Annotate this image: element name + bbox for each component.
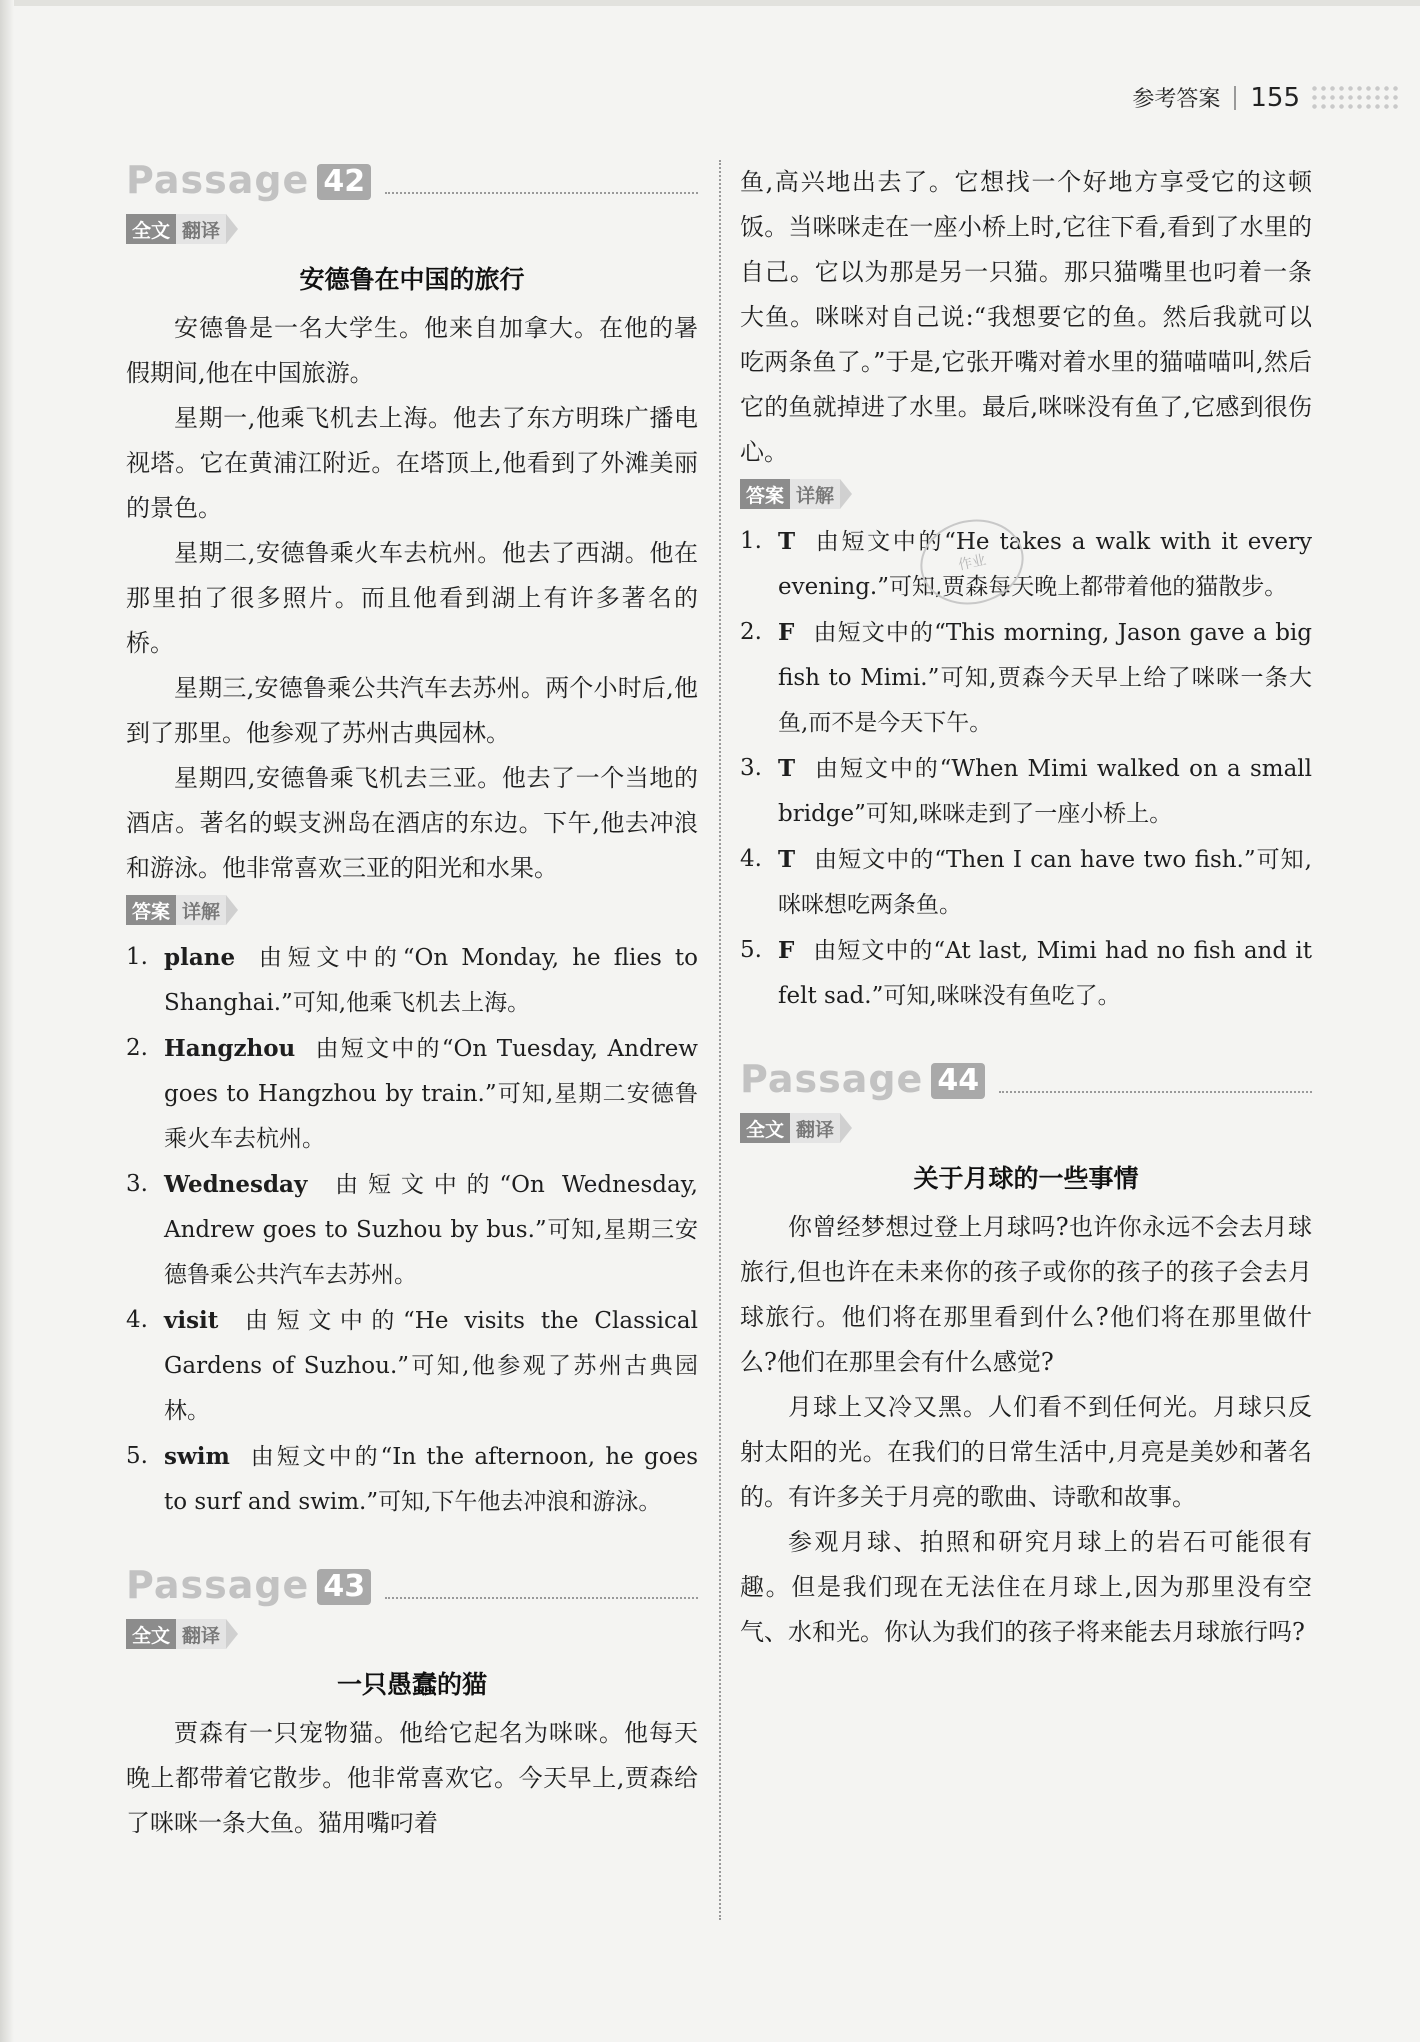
passage-label: Passage bbox=[126, 1563, 310, 1607]
answer-item: 2. Hangzhou 由短文中的“On Tuesday, Andrew goes to Hangzhou by train.”可知,星期二安德鲁乘火车去杭州。 bbox=[126, 1035, 698, 1152]
answer-key: Hangzhou bbox=[164, 1035, 296, 1062]
passage-title: 安德鲁在中国的旅行 bbox=[299, 265, 525, 294]
translation-tag: 全文 翻译 bbox=[126, 214, 238, 244]
answer-explanation: 由短文中的“On Monday, he flies to Shanghai.”可知,他乘飞机去上海。 bbox=[164, 945, 698, 1016]
answer-explanation: 由短文中的“This morning, Jason gave a big fish to Mimi.”可知,贾森今天早上给了咪咪一条大鱼,而不是今天下午。 bbox=[778, 620, 1312, 736]
answer-explanation: 由短文中的“When Mimi walked on a small bridge”可知,咪咪走到了一座小桥上。 bbox=[778, 756, 1312, 827]
passage-title: 关于月球的一些事情 bbox=[913, 1164, 1139, 1193]
column-divider bbox=[719, 160, 721, 1920]
answer-key: T bbox=[778, 528, 796, 555]
answer-item: 4. visit 由短文中的“He visits the Classical Gardens of Suzhou.”可知,他参观了苏州古典园林。 bbox=[126, 1307, 698, 1424]
answer-explanation: 由短文中的“At last, Mimi had no fish and it felt sad.”可知,咪咪没有鱼吃了。 bbox=[778, 938, 1312, 1009]
paragraph: 星期四,安德鲁乘飞机去三亚。他去了一个当地的酒店。著名的蜈支洲岛在酒店的东边。下午,他去冲浪和游泳。他非常喜欢三亚的阳光和水果。 bbox=[126, 764, 698, 882]
page-header bbox=[1132, 82, 1300, 113]
tag-arrow-icon bbox=[840, 479, 852, 509]
tag-arrow-icon bbox=[840, 1113, 852, 1143]
answer-explanation: 由短文中的“In the afternoon, he goes to surf and swim.”可知,下午他去冲浪和游泳。 bbox=[164, 1444, 698, 1515]
passage-number: 43 bbox=[317, 1569, 371, 1605]
paragraph: 星期三,安德鲁乘公共汽车去苏州。两个小时后,他到了那里。他参观了苏州古典园林。 bbox=[126, 674, 698, 747]
answer-item: 1. T 由短文中的“He takes a walk with it every evening.”可知,贾森每天晚上都带着他的猫散步。 bbox=[740, 528, 1312, 600]
answer-key: T bbox=[778, 755, 796, 782]
answer-key: swim bbox=[164, 1443, 230, 1470]
passage-44-heading bbox=[740, 1059, 1312, 1099]
paragraph: 星期一,他乘飞机去上海。他去了东方明珠广播电视塔。它在黄浦江附近。在塔顶上,他看到了外滩美丽的景色。 bbox=[126, 404, 698, 522]
answer-explanation: 由短文中的“On Wednesday, Andrew goes to Suzhou by bus.”可知,星期三安德鲁乘公共汽车去苏州。 bbox=[164, 1172, 698, 1288]
answer-item: 5. F 由短文中的“At last, Mimi had no fish and it felt sad.”可知,咪咪没有鱼吃了。 bbox=[740, 937, 1312, 1009]
answer-key: plane bbox=[164, 944, 236, 971]
page-number: 155 bbox=[1250, 82, 1300, 113]
tag-arrow-icon bbox=[226, 1619, 238, 1649]
passage-number: 42 bbox=[317, 164, 371, 200]
paragraph: 月球上又冷又黑。人们看不到任何光。月球只反射太阳的光。在我们的日常生活中,月亮是美妙和著名的。有许多关于月亮的歌曲、诗歌和故事。 bbox=[740, 1393, 1312, 1511]
translation-tag: 全文 翻译 bbox=[740, 1113, 852, 1143]
passage-42-heading bbox=[126, 160, 698, 200]
page-top-border bbox=[0, 0, 1420, 6]
answer-tag: 答案 详解 bbox=[740, 479, 852, 509]
page-binding-edge bbox=[0, 0, 14, 2042]
header-dot-pattern bbox=[1310, 84, 1400, 112]
paragraph: 星期二,安德鲁乘火车去杭州。他去了西湖。他在那里拍了很多照片。而且他看到湖上有许多著名的桥。 bbox=[126, 539, 698, 657]
answer-item: 4. T 由短文中的“Then I can have two fish.”可知,咪咪想吃两条鱼。 bbox=[740, 846, 1312, 918]
answer-key: visit bbox=[164, 1307, 219, 1334]
heading-rule bbox=[385, 1597, 698, 1599]
passage-43-heading bbox=[126, 1565, 698, 1605]
tag-arrow-icon bbox=[226, 895, 238, 925]
translation-tag: 全文 翻译 bbox=[126, 1619, 238, 1649]
paragraph: 安德鲁是一名大学生。他来自加拿大。在他的暑假期间,他在中国旅游。 bbox=[126, 314, 698, 387]
answer-tag: 答案 详解 bbox=[126, 895, 238, 925]
right-column bbox=[740, 160, 1312, 1655]
answer-key: Wednesday bbox=[164, 1171, 308, 1198]
left-column bbox=[126, 160, 698, 1846]
answer-explanation: 由短文中的“He visits the Classical Gardens of Suzhou.”可知,他参观了苏州古典园林。 bbox=[164, 1308, 698, 1424]
answer-explanation: 由短文中的“On Tuesday, Andrew goes to Hangzhou by train.”可知,星期二安德鲁乘火车去杭州。 bbox=[164, 1036, 698, 1152]
answer-key: T bbox=[778, 846, 796, 873]
heading-rule bbox=[999, 1091, 1312, 1093]
answer-key: F bbox=[778, 937, 795, 964]
tag-arrow-icon bbox=[226, 214, 238, 244]
answer-item: 3. T 由短文中的“When Mimi walked on a small bridge”可知,咪咪走到了一座小桥上。 bbox=[740, 755, 1312, 827]
passage-label: Passage bbox=[740, 1057, 924, 1101]
answer-explanation: 由短文中的“Then I can have two fish.”可知,咪咪想吃两条鱼。 bbox=[778, 847, 1312, 918]
paragraph-continued: 鱼,高兴地出去了。它想找一个好地方享受它的这顿饭。当咪咪走在一座小桥上时,它往下看,看到了水里的自己。它以为那是另一只猫。那只猫嘴里也叼着一条大鱼。咪咪对自己说:“我想要它的鱼。然后我就可以吃两条鱼了。”于是,它张开嘴对着水里的猫喵喵叫,然后它的鱼就掉进了水里。最后,咪咪没有鱼了,它感到很伤心。 bbox=[740, 168, 1312, 466]
passage-title: 一只愚蠢的猫 bbox=[336, 1670, 487, 1699]
heading-rule bbox=[385, 192, 698, 194]
paragraph: 参观月球、拍照和研究月球上的岩石可能很有趣。但是我们现在无法住在月球上,因为那里没有空气、水和光。你认为我们的孩子将来能去月球旅行吗? bbox=[740, 1528, 1312, 1646]
passage-label: Passage bbox=[126, 158, 310, 202]
header-separator bbox=[1234, 86, 1236, 110]
answer-key: F bbox=[778, 619, 795, 646]
answer-item: 5. swim 由短文中的“In the afternoon, he goes to surf and swim.”可知,下午他去冲浪和游泳。 bbox=[126, 1443, 698, 1515]
answer-item: 1. plane 由短文中的“On Monday, he flies to Shanghai.”可知,他乘飞机去上海。 bbox=[126, 944, 698, 1016]
paragraph: 贾森有一只宠物猫。他给它起名为咪咪。他每天晚上都带着它散步。他非常喜欢它。今天早上,贾森给了咪咪一条大鱼。猫用嘴叼着 bbox=[126, 1719, 698, 1837]
answer-explanation: 由短文中的“He takes a walk with it every evening.”可知,贾森每天晚上都带着他的猫散步。 bbox=[778, 529, 1312, 600]
header-label: 参考答案 bbox=[1132, 87, 1221, 112]
paragraph: 你曾经梦想过登上月球吗?也许你永远不会去月球旅行,但也许在未来你的孩子或你的孩子的孩子会去月球旅行。他们将在那里看到什么?他们将在那里做什么?他们在那里会有什么感觉? bbox=[740, 1213, 1312, 1376]
stamp-watermark: 作业 bbox=[912, 510, 1031, 614]
passage-number: 44 bbox=[931, 1063, 985, 1099]
answer-item: 2. F 由短文中的“This morning, Jason gave a big fish to Mimi.”可知,贾森今天早上给了咪咪一条大鱼,而不是今天下午。 bbox=[740, 619, 1312, 736]
answer-item: 3. Wednesday 由短文中的“On Wednesday, Andrew goes to Suzhou by bus.”可知,星期三安德鲁乘公共汽车去苏州。 bbox=[126, 1171, 698, 1288]
